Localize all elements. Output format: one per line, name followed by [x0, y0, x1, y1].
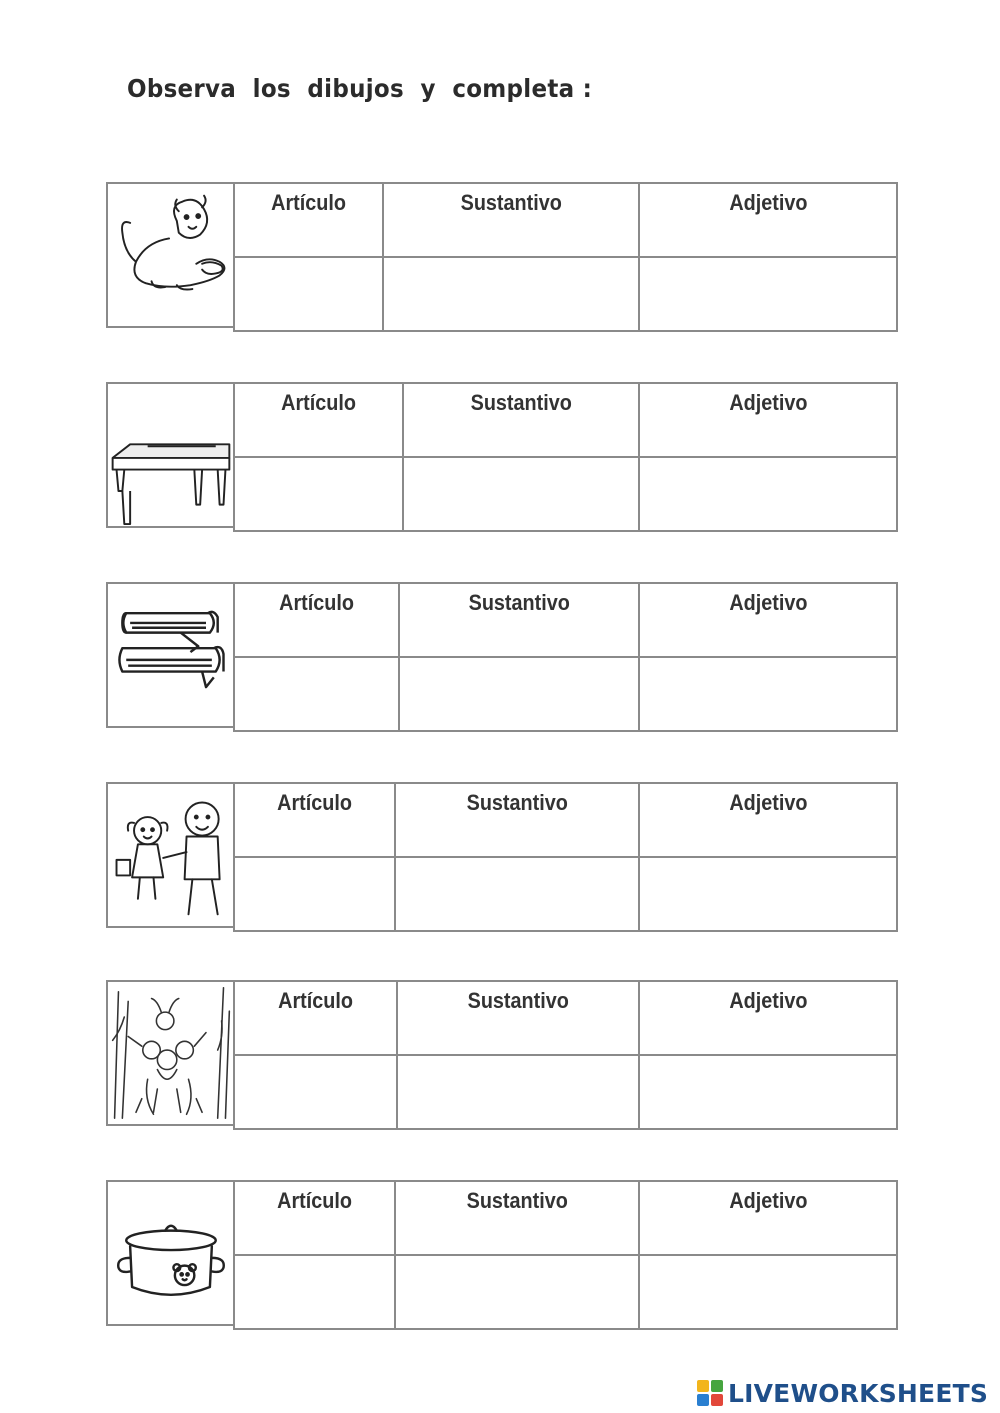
- answer-table: [233, 1180, 898, 1330]
- adjetivo-answer-field[interactable]: [639, 857, 897, 931]
- header-adjetivo: Adjetivo: [639, 981, 897, 1055]
- articulo-answer-field[interactable]: [234, 857, 395, 931]
- answer-table: [233, 782, 898, 932]
- exercise-block-2: [106, 382, 896, 528]
- children-icon: [108, 784, 233, 926]
- sustantivo-answer-field[interactable]: [397, 1055, 639, 1129]
- header-articulo: Artículo: [234, 383, 403, 457]
- picture-frame: [106, 1180, 233, 1326]
- header-sustantivo: Sustantivo: [403, 383, 639, 457]
- header-adjetivo: Adjetivo: [639, 383, 897, 457]
- exercise-block-5: [106, 980, 896, 1126]
- adjetivo-answer-field[interactable]: [639, 657, 897, 731]
- exercise-block-6: [106, 1180, 896, 1326]
- sustantivo-answer-field[interactable]: [395, 857, 639, 931]
- picture-frame: [106, 182, 233, 328]
- table-icon: [108, 384, 233, 526]
- header-sustantivo: Sustantivo: [383, 183, 639, 257]
- header-adjetivo: Adjetivo: [639, 183, 897, 257]
- picture-frame: [106, 782, 233, 928]
- pot-icon: [108, 1182, 233, 1324]
- sustantivo-answer-field[interactable]: [403, 457, 639, 531]
- header-sustantivo: Sustantivo: [395, 1181, 639, 1255]
- exercise-block-4: [106, 782, 896, 928]
- adjetivo-answer-field[interactable]: [639, 1055, 897, 1129]
- adjetivo-answer-field[interactable]: [639, 1255, 897, 1329]
- header-sustantivo: Sustantivo: [397, 981, 639, 1055]
- sustantivo-answer-field[interactable]: [399, 657, 639, 731]
- answer-table: [233, 980, 898, 1130]
- books-icon: [108, 584, 233, 726]
- header-articulo: Artículo: [234, 783, 395, 857]
- exercise-block-1: [106, 182, 896, 328]
- header-adjetivo: Adjetivo: [639, 783, 897, 857]
- header-adjetivo: Adjetivo: [639, 583, 897, 657]
- header-articulo: Artículo: [234, 183, 383, 257]
- articulo-answer-field[interactable]: [234, 257, 383, 331]
- articulo-answer-field[interactable]: [234, 457, 403, 531]
- exercise-block-3: [106, 582, 896, 728]
- picture-frame: [106, 582, 233, 728]
- answer-table: [233, 182, 898, 332]
- header-articulo: Artículo: [234, 583, 399, 657]
- lion-cub-icon: [108, 184, 233, 326]
- ants-icon: [108, 982, 233, 1124]
- articulo-answer-field[interactable]: [234, 1255, 395, 1329]
- header-adjetivo: Adjetivo: [639, 1181, 897, 1255]
- brand-text: LIVEWORKSHEETS: [728, 1378, 989, 1408]
- brand-footer: [696, 1378, 988, 1408]
- answer-table: [233, 382, 898, 532]
- answer-table: [233, 582, 898, 732]
- sustantivo-answer-field[interactable]: [383, 257, 639, 331]
- header-sustantivo: Sustantivo: [395, 783, 639, 857]
- picture-frame: [106, 980, 233, 1126]
- adjetivo-answer-field[interactable]: [639, 257, 897, 331]
- page-title: Observa los dibujos y completa :: [127, 74, 593, 103]
- header-articulo: Artículo: [234, 1181, 395, 1255]
- sustantivo-answer-field[interactable]: [395, 1255, 639, 1329]
- adjetivo-answer-field[interactable]: [639, 457, 897, 531]
- header-sustantivo: Sustantivo: [399, 583, 639, 657]
- articulo-answer-field[interactable]: [234, 657, 399, 731]
- header-articulo: Artículo: [234, 981, 397, 1055]
- articulo-answer-field[interactable]: [234, 1055, 397, 1129]
- liveworksheets-logo-icon: [696, 1379, 724, 1407]
- picture-frame: [106, 382, 233, 528]
